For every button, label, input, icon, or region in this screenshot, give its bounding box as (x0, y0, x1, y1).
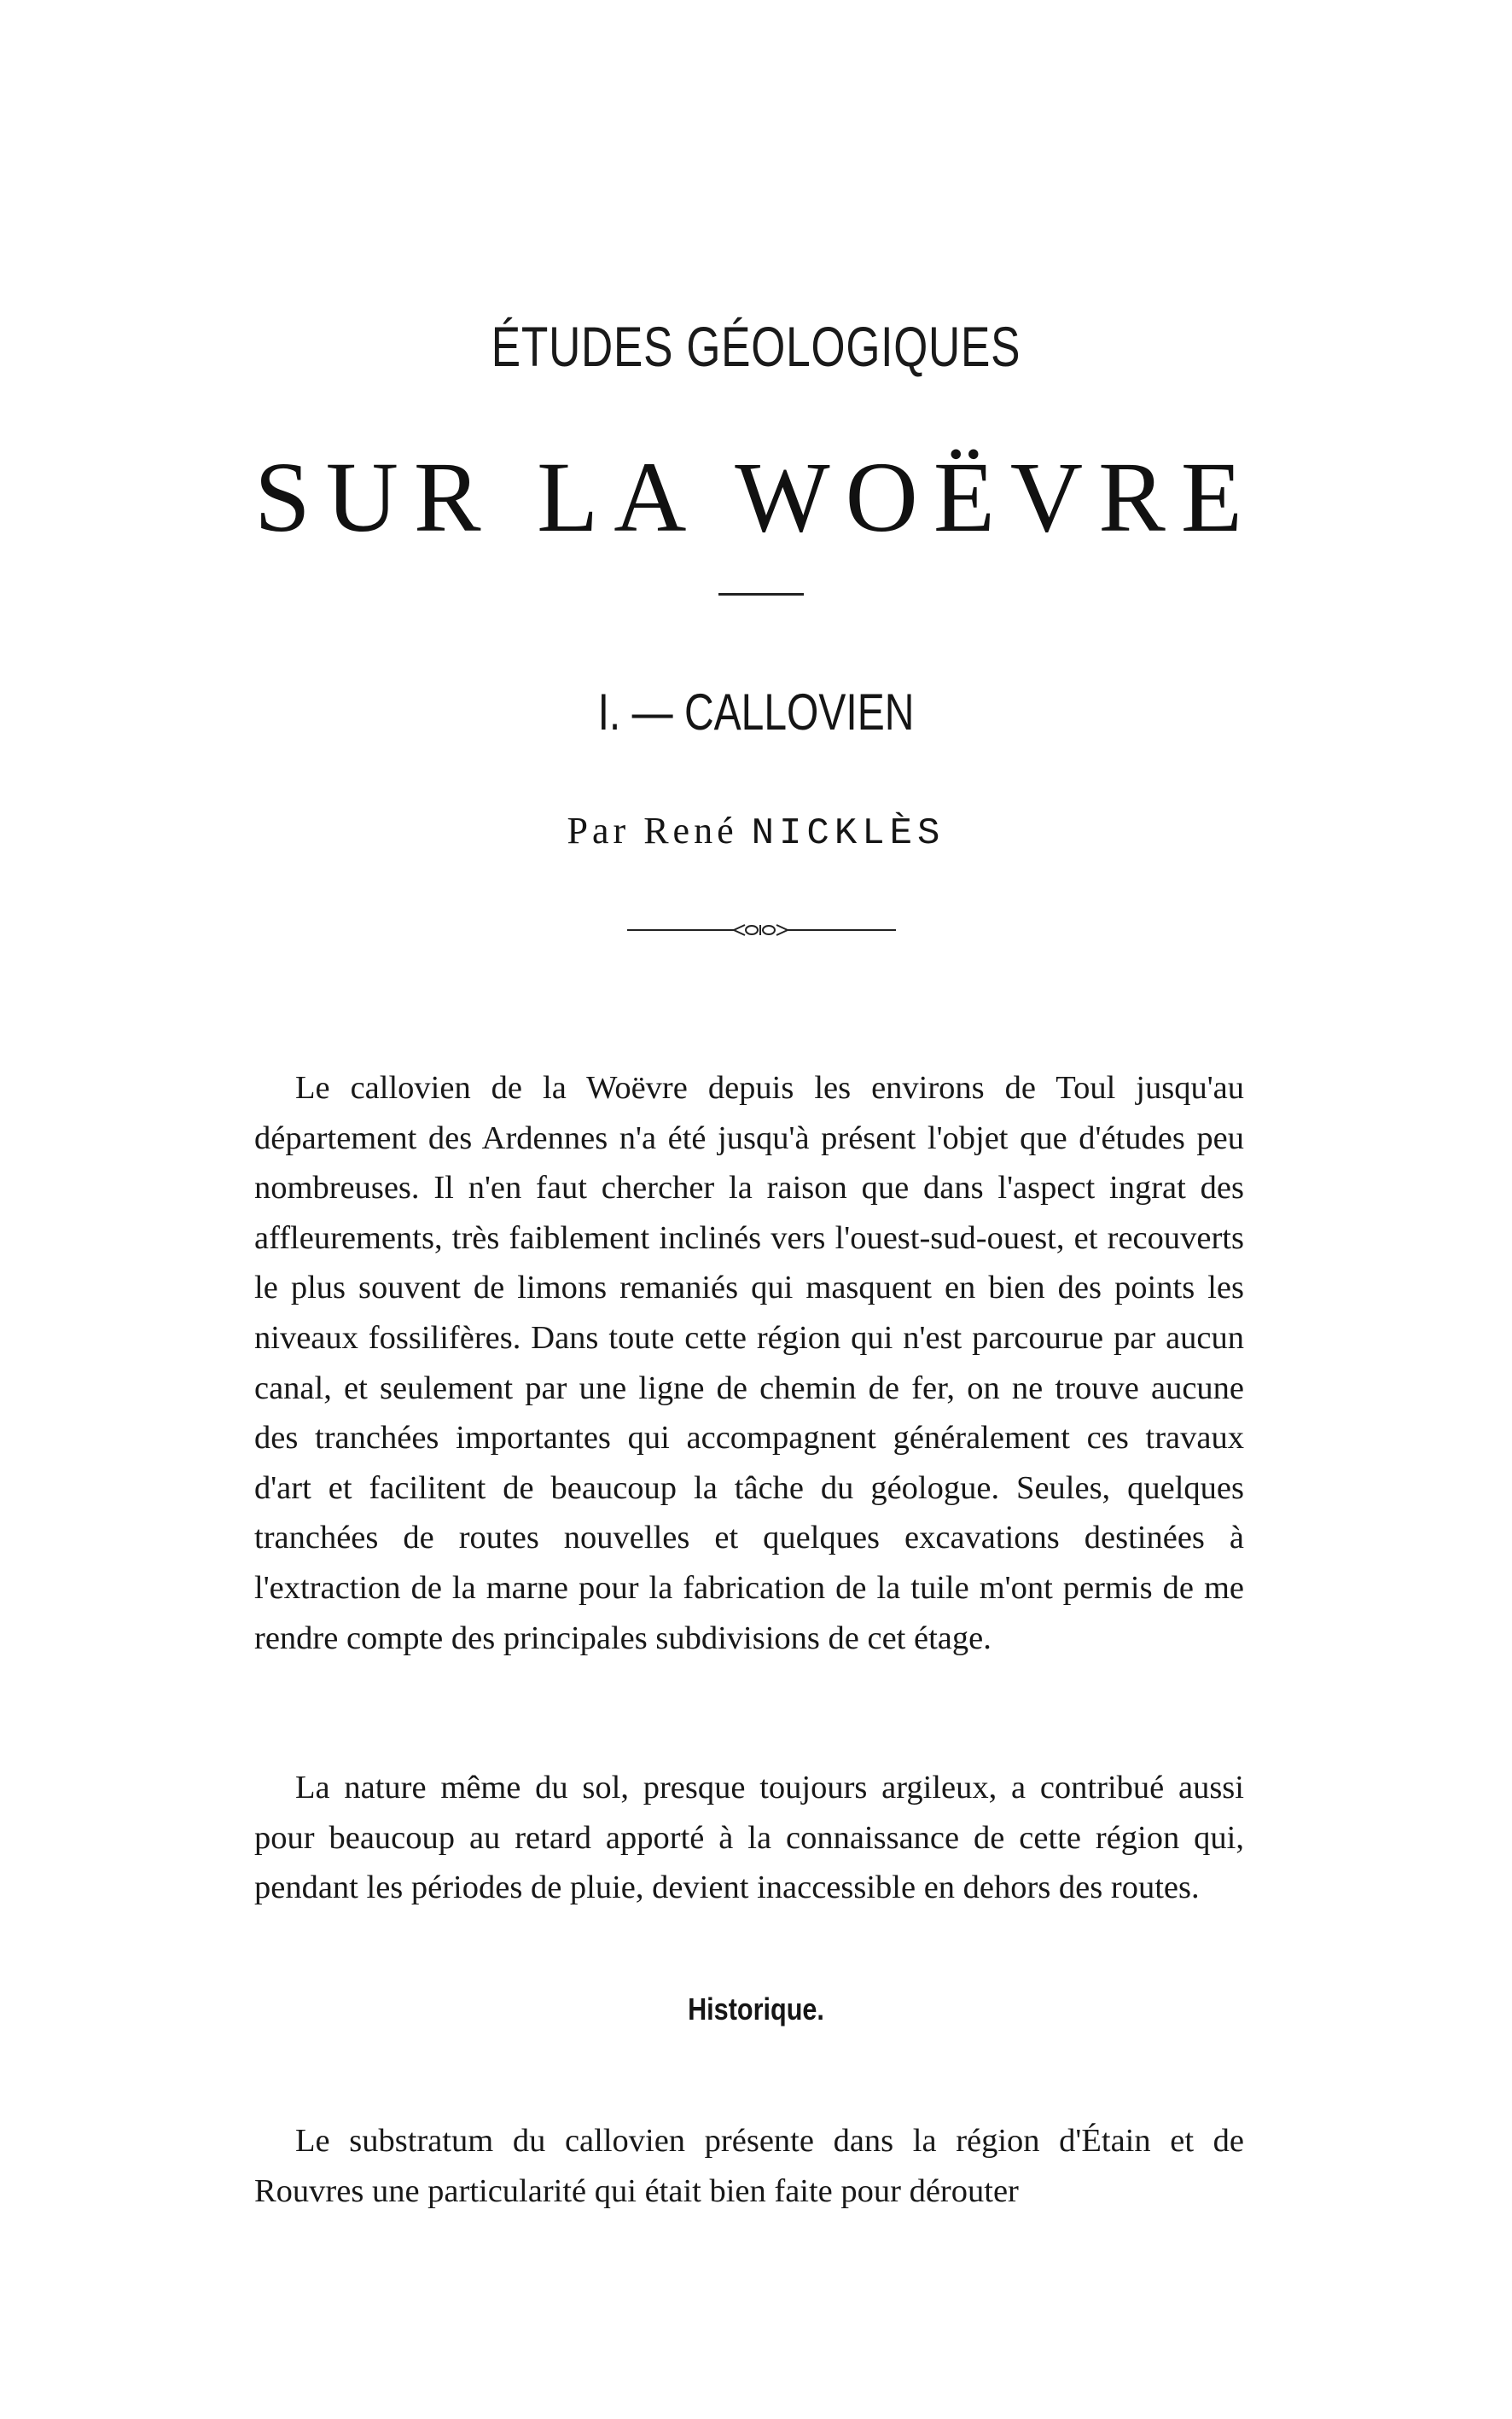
body-paragraph-3 (254, 2116, 1244, 2216)
subheading-historique: Historique. (688, 1992, 824, 2026)
series-title: ÉTUDES GÉOLOGIQUES (491, 315, 1021, 378)
body-paragraph-1 (254, 1063, 1244, 1663)
section-title: I. — CALLOVIEN (597, 683, 915, 741)
paragraph-text: La nature même du sol, presque toujours argileux, a contribué aussi pour beaucoup au retard apporté à la connaissance de cette région qui, pendant les périodes de pluie, devient inaccessible en dehors des routes. (254, 1770, 1244, 1906)
paragraph-text: Le callovien de la Woëvre depuis les environs de Toul jusqu'au département des Ardennes n'a été jusqu'à présent l'objet que d'études peu nombreuses. Il n'en faut chercher la raison que dans l'aspect ingrat des affleurements, très faiblement inclinés vers l'ouest-sud-ouest, et recouverts le plus souvent de limons remaniés qui masquent en bien des points les niveaux fossilifères. Dans toute cette région qui n'est parcourue par aucun canal, et seulement par une ligne de chemin de fer, on ne trouve aucune des tranchées importantes qui accompagnent généralement ces travaux d'art et facilitent de beaucoup la tâche du géologue. Seules, quelques tranchées de routes nouvelles et quelques excavations destinées à l'extraction de la marne pour la fabrication de la tuile m'ont permis de me rendre compte des principales subdivisions de cet étage. (254, 1070, 1244, 1656)
title-divider (718, 593, 804, 596)
author-line (0, 809, 1512, 855)
ornament-divider (627, 922, 896, 939)
author-prefix: Par René (567, 810, 738, 852)
author-name: NICKLÈS (751, 812, 945, 855)
main-title: SUR LA WOËVRE (254, 441, 1258, 553)
paragraph-text: Le substratum du callovien présente dans la région d'Étain et de Rouvres une particularité qui était bien faite pour dérouter (254, 2123, 1244, 2209)
body-paragraph-2 (254, 1763, 1244, 1913)
